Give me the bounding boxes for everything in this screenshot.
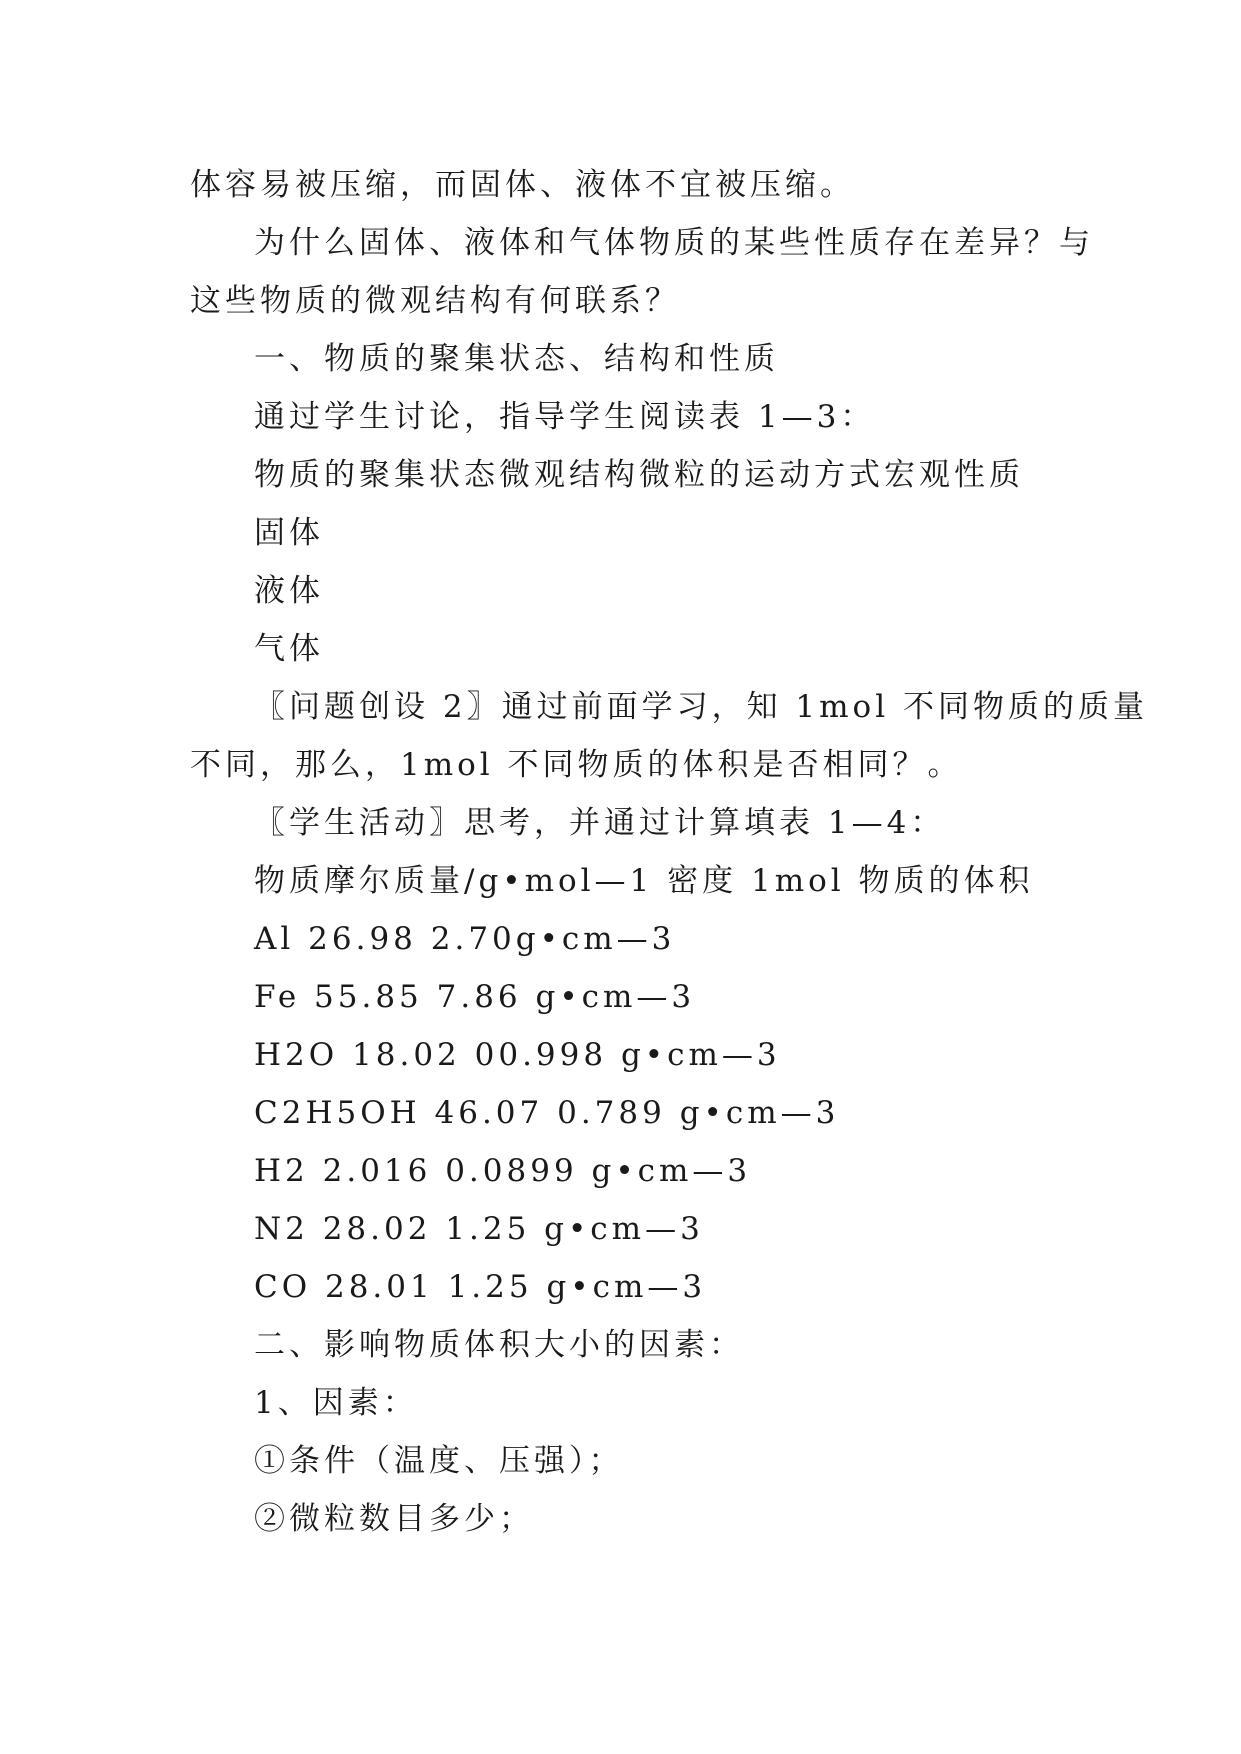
- table-row-line: H2 2.016 0.0899 g•cm—3: [254, 1153, 752, 1189]
- table-header-line: 物质摩尔质量/g•mol—1 密度 1mol 物质的体积: [254, 863, 1034, 899]
- list-item: 1、因素：: [254, 1385, 418, 1421]
- text-line: 体容易被压缩，而固体、液体不宜被压缩。: [190, 167, 855, 203]
- text-line: 为什么固体、液体和气体物质的某些性质存在差异？与: [254, 225, 1094, 261]
- list-item: ②微粒数目多少；: [254, 1501, 534, 1537]
- table-row-line: CO 28.01 1.25 g•cm—3: [254, 1269, 707, 1305]
- section-heading: 二、影响物质体积大小的因素：: [254, 1327, 744, 1363]
- text-line: 这些物质的微观结构有何联系？: [190, 283, 680, 319]
- text-line: 〖问题创设 2〗通过前面学习，知 1mol 不同物质的质量: [254, 689, 1148, 725]
- table-row-line: H2O 18.02 00.998 g•cm—3: [254, 1037, 781, 1073]
- list-item: ①条件（温度、压强）；: [254, 1443, 624, 1479]
- table-row-line: C2H5OH 46.07 0.789 g•cm—3: [254, 1095, 840, 1131]
- section-heading: 一、物质的聚集状态、结构和性质: [254, 341, 779, 377]
- table-row-line: 气体: [254, 631, 324, 667]
- text-line: 不同，那么，1mol 不同物质的体积是否相同？。: [190, 747, 963, 783]
- table-row-line: 液体: [254, 573, 324, 609]
- table-row-line: Fe 55.85 7.86 g•cm—3: [254, 979, 696, 1015]
- table-row-line: Al 26.98 2.70g•cm—3: [254, 921, 676, 957]
- table-header-line: 物质的聚集状态微观结构微粒的运动方式宏观性质: [254, 457, 1024, 493]
- table-row-line: 固体: [254, 515, 324, 551]
- text-line: 通过学生讨论，指导学生阅读表 1—3：: [254, 399, 876, 435]
- table-row-line: N2 28.02 1.25 g•cm—3: [254, 1211, 704, 1247]
- text-line: 〖学生活动〗思考，并通过计算填表 1—4：: [254, 805, 946, 841]
